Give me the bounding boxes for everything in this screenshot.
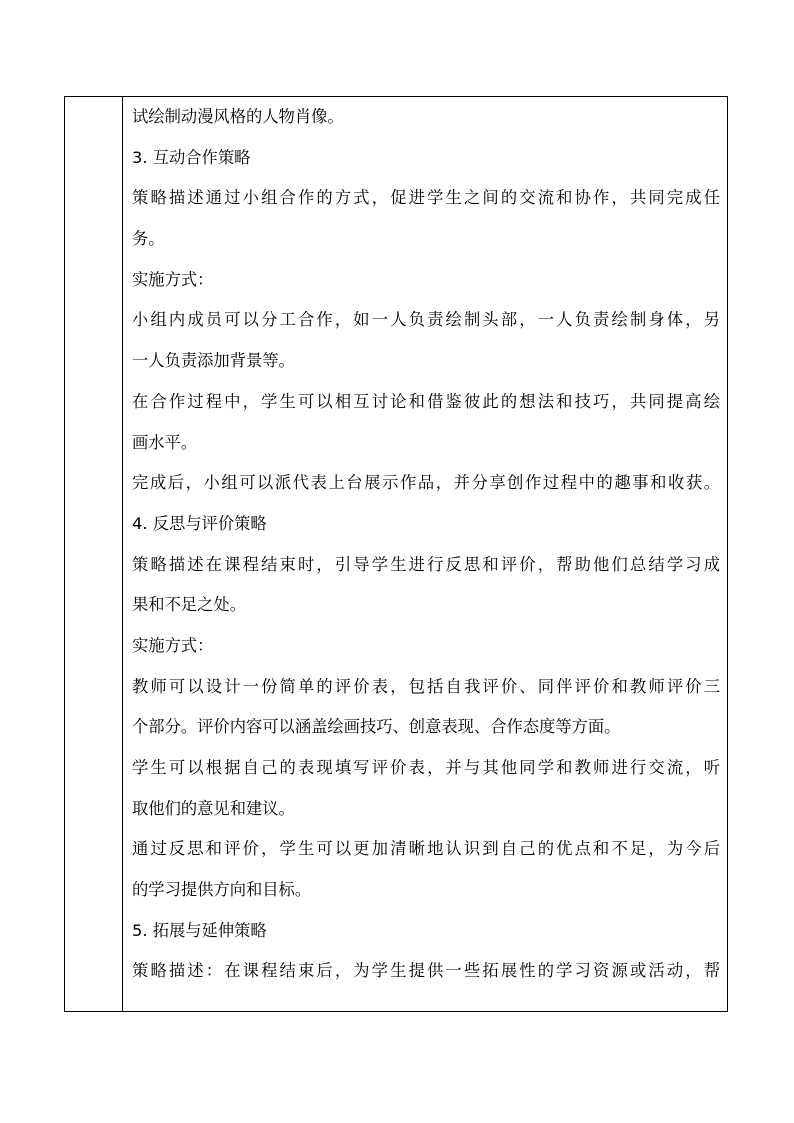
- text-line: 完成后，小组可以派代表上台展示作品，并分享创作过程中的趣事和收获。: [132, 473, 720, 493]
- text-line: 通过反思和评价，学生可以更加清晰地认识到自己的优点和不足，为今后: [132, 839, 720, 859]
- text-line: 个部分。评价内容可以涵盖绘画技巧、创意表现、合作态度等方面。: [132, 717, 621, 737]
- section-heading-5: 5. 拓展与延伸策略: [132, 920, 267, 940]
- text-line: 实施方式：: [132, 635, 214, 655]
- text-line: 小组内成员可以分工合作，如一人负责绘制头部，一人负责绘制身体，另: [132, 310, 720, 330]
- text-line: 在合作过程中，学生可以相互讨论和借鉴彼此的想法和技巧，共同提高绘: [132, 391, 720, 411]
- text-line: 的学习提供方向和目标。: [132, 880, 312, 900]
- text-line: 策略描述通过小组合作的方式，促进学生之间的交流和协作，共同完成任: [132, 188, 720, 208]
- text-line: 实施方式：: [132, 269, 214, 289]
- text-line: 试绘制动漫风格的人物肖像。: [132, 107, 344, 126]
- text-line: 策略描述：在课程结束后，为学生提供一些拓展性的学习资源或活动，帮: [132, 961, 720, 981]
- text-line: 学生可以根据自己的表现填写评价表，并与其他同学和教师进行交流，听: [132, 758, 720, 777]
- text-line: 画水平。: [132, 432, 198, 452]
- text-line: 教师可以设计一份简单的评价表，包括自我评价、同伴评价和教师评价三: [132, 676, 720, 696]
- document-table: [64, 96, 728, 1012]
- table-left-column-cell: [65, 97, 123, 1011]
- text-line: 务。: [132, 229, 165, 249]
- section-heading-3: 3. 互动合作策略: [132, 147, 251, 167]
- text-line: 取他们的意见和建议。: [132, 798, 295, 818]
- text-line: 果和不足之处。: [132, 595, 246, 615]
- section-heading-4: 4. 反思与评价策略: [132, 513, 267, 533]
- text-line: 策略描述在课程结束时，引导学生进行反思和评价，帮助他们总结学习成: [132, 554, 720, 574]
- text-line: 一人负责添加背景等。: [132, 351, 295, 371]
- table-content-cell: [123, 97, 727, 1011]
